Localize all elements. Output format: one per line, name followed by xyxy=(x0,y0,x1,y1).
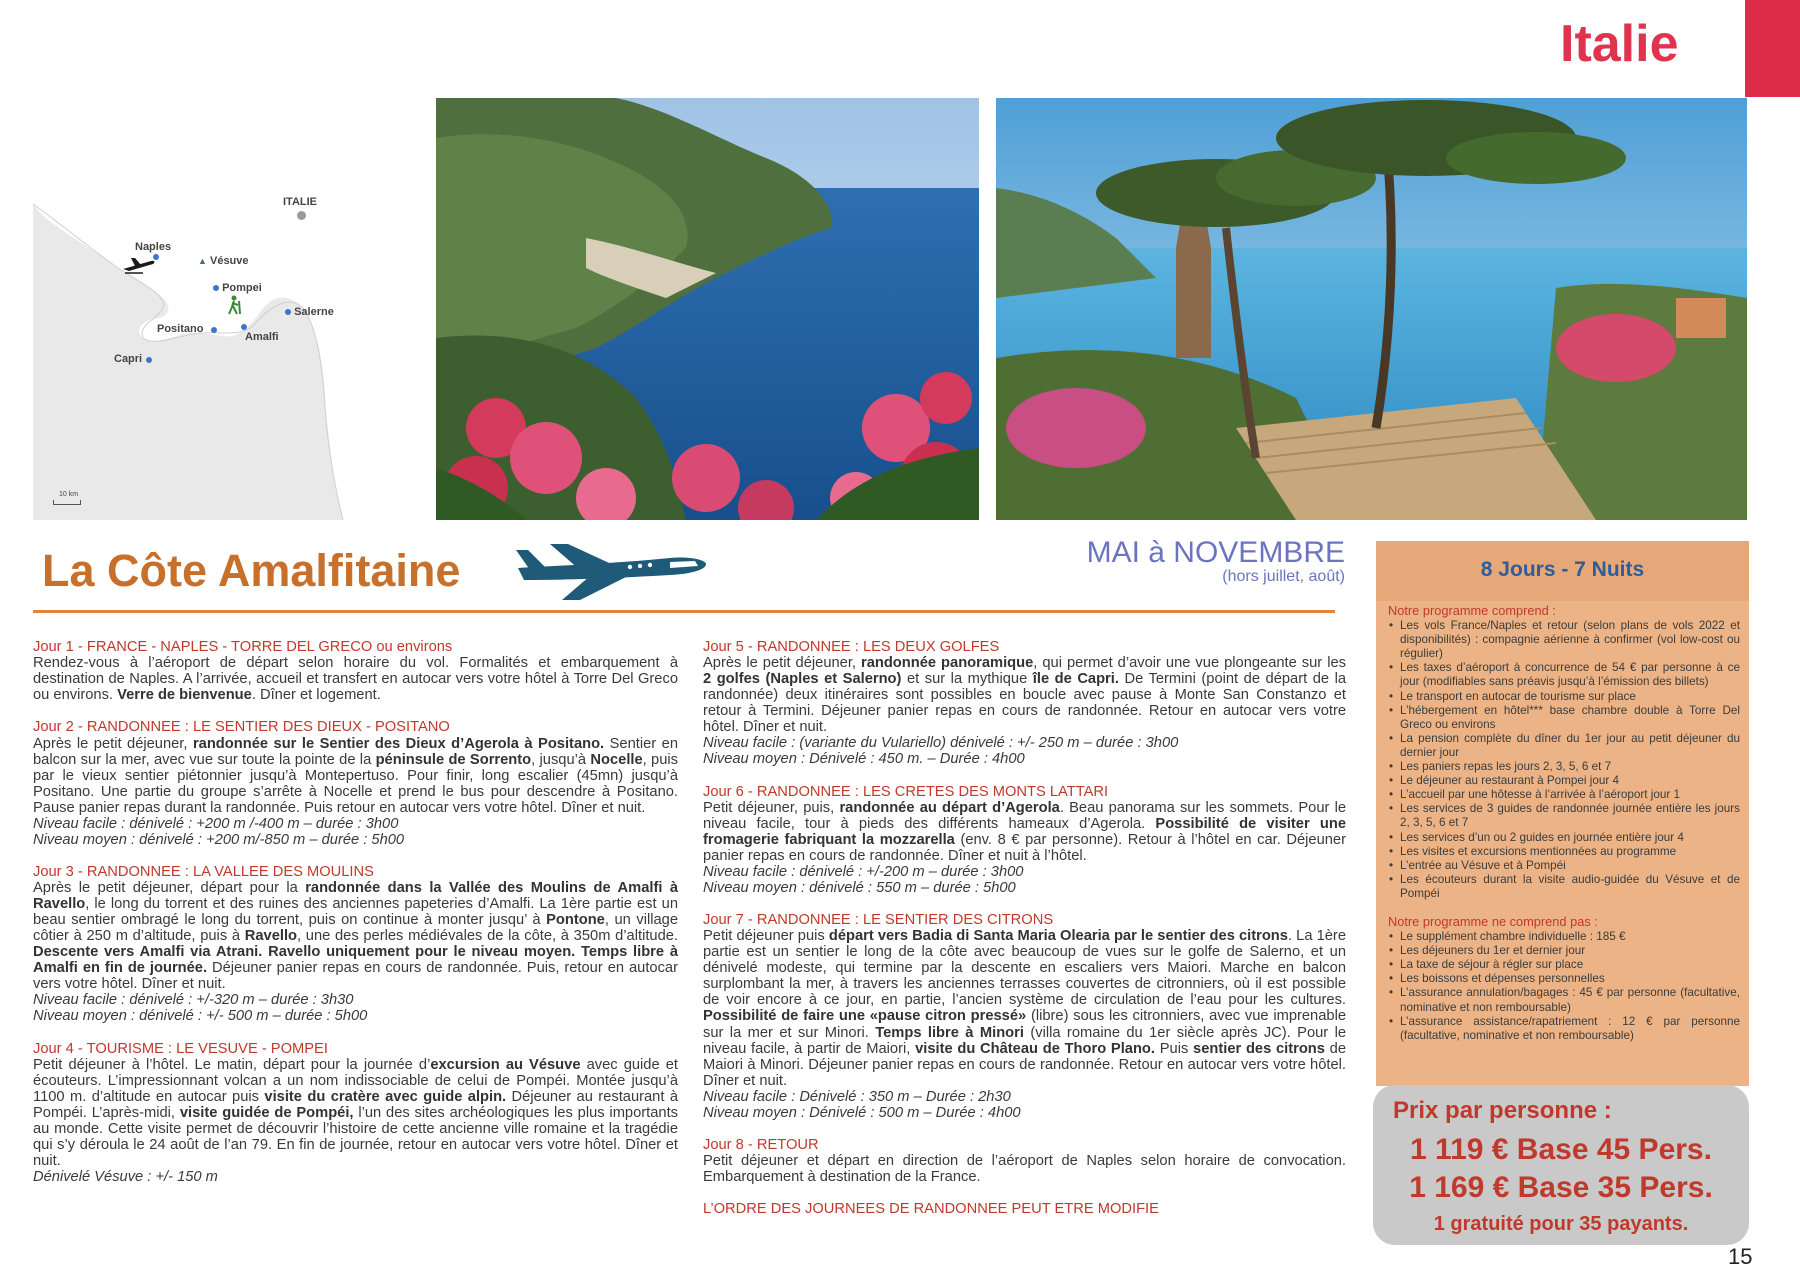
region-map xyxy=(33,98,413,520)
excludes-title: Notre programme ne comprend pas : xyxy=(1388,913,1598,929)
day-text: de Maiori à Minori. Déjeuner panier repas en cours de randonnée. Retour en autocar vers votre hôtel. Dîner et nuit. xyxy=(703,1040,1347,1089)
day-title: Jour 1 - FRANCE - NAPLES - TORRE DEL GRECO ou environs xyxy=(33,639,453,655)
excluded-item: • L’assurance annulation/bagages : 45 € par personne (facultative, nominative et non remboursable) xyxy=(1388,986,1740,1014)
day-highlight: excursion au Vésuve xyxy=(430,1056,581,1073)
day-text: , qui permet d’avoir une vue plongeante sur les xyxy=(1033,655,1346,672)
difficulty-level: Niveau facile : (variante du Vulariello) dénivelé : +/- 250 m – durée : 3h00 xyxy=(703,735,1179,752)
difficulty-level: Dénivelé Vésuve : +/- 150 m xyxy=(33,1169,218,1186)
difficulty-level: Niveau facile : dénivelé : +/-320 m – durée : 3h30 xyxy=(33,992,354,1009)
day-text: Petit déjeuner et départ en direction de l’aéroport de Naples selon horaire de convocation. Embarquement à destination de la France. xyxy=(703,1152,1346,1186)
season-note: (hors juillet, août) xyxy=(1222,568,1345,585)
price-base-45: 1 119 € Base 45 Pers. xyxy=(1410,1133,1712,1166)
day-description xyxy=(703,928,1346,1088)
included-item: • L’hébergement en hôtel*** base chambre double à Torre Del Greco ou environs xyxy=(1388,704,1740,732)
day-description xyxy=(33,1057,678,1169)
day-description xyxy=(33,880,678,992)
included-item: • Le déjeuner au restaurant à Pompei jour 4 xyxy=(1388,774,1740,788)
map-coastline xyxy=(33,98,413,520)
day-highlight: randonnée panoramique xyxy=(860,655,1034,672)
day-title: Jour 5 - RANDONNEE : LES DEUX GOLFES xyxy=(703,639,1000,655)
map-label-positano: Positano xyxy=(157,323,204,335)
airplane-icon xyxy=(510,540,710,602)
positano-dot xyxy=(211,327,217,333)
trip-title: La Côte Amalfitaine xyxy=(42,545,461,596)
map-label-amalfi: Amalfi xyxy=(245,331,279,343)
day-highlight: Pontone xyxy=(546,912,605,929)
schedule-warning: L’ORDRE DES JOURNEES DE RANDONNEE PEUT ETRE MODIFIE xyxy=(703,1201,1159,1218)
pompei-dot xyxy=(213,285,219,291)
salerne-dot xyxy=(285,309,291,315)
day-block xyxy=(33,1041,678,1186)
ravello-garden-image xyxy=(996,98,1747,520)
excludes-list xyxy=(1388,930,1740,1043)
day-text: Sentier en balcon sur la mer, avec vue sur toute la pointe de la xyxy=(33,735,678,768)
day-block xyxy=(33,864,678,1025)
airport-icon xyxy=(121,255,157,275)
price-free-place: 1 gratuité pour 35 payants. xyxy=(1433,1213,1689,1235)
hiker-icon xyxy=(226,295,242,315)
includes-title: Notre programme comprend : xyxy=(1388,603,1556,618)
programme-column-right xyxy=(703,639,1346,1217)
day-description xyxy=(703,655,1346,735)
title-divider xyxy=(33,610,1335,613)
included-item: • Les visites et excursions mentionnées au programme xyxy=(1388,845,1740,859)
day-highlight: sentier des citrons xyxy=(1193,1040,1325,1057)
day-highlight: visite du Château de Thoro Plano. xyxy=(915,1040,1155,1057)
day-highlight: Temps libre à Minori xyxy=(875,1024,1024,1041)
season-months: MAI à NOVEMBRE xyxy=(1086,536,1345,569)
day-block xyxy=(703,784,1346,896)
day-highlight: île de Capri. xyxy=(1032,671,1119,688)
day-block xyxy=(33,639,678,703)
day-text: Petit déjeuner, puis, xyxy=(703,799,840,816)
amalfi-coast-image xyxy=(436,98,979,520)
included-item: • Le transport en autocar de tourisme sur place xyxy=(1388,690,1740,704)
trip-info-box xyxy=(1376,541,1749,1086)
price-heading: Prix par personne : xyxy=(1393,1097,1612,1124)
day-text: Petit déjeuner à l’hôtel. Le matin, départ pour la journée d’ xyxy=(33,1056,431,1073)
day-title: Jour 8 - RETOUR xyxy=(703,1136,819,1153)
day-text: . Dîner et logement. xyxy=(251,687,381,704)
day-highlight: départ vers Badia di Santa Maria Olearia par le sentier des citrons xyxy=(828,928,1288,945)
amalfi-dot xyxy=(241,324,247,330)
day-highlight: Ravello xyxy=(244,928,297,945)
difficulty-level: Niveau facile : Dénivelé : 350 m – Durée : 2h30 xyxy=(703,1088,1011,1105)
day-text: Déjeuner panier repas en cours de randonnée. Puis, retour en autocar vers votre hôtel. Dîner et nuit. xyxy=(33,960,678,993)
country-tab xyxy=(1745,0,1800,97)
day-highlight: Descente vers Amalfi via Atrani. Ravello uniquement pour le niveau moyen. Temps libre à Amalfi en fin de journée. xyxy=(33,944,678,977)
day-highlight: randonnée dans la Vallée des Moulins de Amalfi à Ravello xyxy=(33,880,678,913)
volcano-icon: ▲ xyxy=(198,256,207,266)
day-text: Puis xyxy=(1155,1040,1194,1057)
day-description xyxy=(33,736,678,816)
day-block xyxy=(703,912,1346,1121)
map-scale-bar xyxy=(53,500,81,505)
trip-duration: 8 Jours - 7 Nuits xyxy=(1376,541,1749,601)
capri-dot xyxy=(146,357,152,363)
day-highlight: visite du cratère avec guide alpin. xyxy=(264,1088,507,1105)
excluded-item: • Les déjeuners du 1er et dernier jour xyxy=(1388,944,1740,958)
day-block xyxy=(703,639,1346,768)
trip-info-body xyxy=(1388,604,1740,1043)
day-text: Rendez-vous à l’aéroport de départ selon horaire du vol. Formalités et embarquement à destination de Naples. A l’arrivée, accueil et transfert en autocar vers votre hôtel à Torre Del Greco ou environs. xyxy=(33,655,678,704)
salerne-label-text: Salerne xyxy=(294,306,334,318)
day-text: Après le petit déjeuner, xyxy=(703,655,861,672)
included-item: • Les paniers repas les jours 2, 3, 5, 6 et 7 xyxy=(1388,760,1740,774)
day-description xyxy=(703,1153,1346,1185)
day-highlight: randonnée au départ d’Agerola xyxy=(839,799,1060,816)
map-label-pompei xyxy=(213,282,262,294)
excluded-item: • L’assurance assistance/rapatriement : 12 € par personne (facultative, nominative et non remboursable) xyxy=(1388,1015,1740,1043)
day-text: Après le petit déjeuner, xyxy=(33,735,193,752)
day-highlight: péninsule de Sorrento xyxy=(375,751,532,768)
vesuve-label-text: Vésuve xyxy=(209,255,249,267)
day-highlight: Nocelle xyxy=(590,751,643,768)
day-title: Jour 4 - TOURISME : LE VESUVE - POMPEI xyxy=(33,1040,328,1057)
excluded-item: • Les boissons et dépenses personnelles xyxy=(1388,972,1740,986)
season-block xyxy=(1087,536,1345,586)
day-block xyxy=(703,1137,1346,1185)
day-description xyxy=(33,655,678,703)
day-highlight: 2 golfes (Naples et Salerno) xyxy=(703,671,902,688)
difficulty-level: Niveau moyen : Dénivelé : 450 m. – Durée : 4h00 xyxy=(703,751,1025,768)
day-text: , un village côtier à 250 m d’altitude, puis à xyxy=(33,912,678,945)
day-text: , puis par le vieux sentier piétonnier jusqu’à Montepertuso. Pour finir, long escalier (45mn) jusqu’à Positano. Une partie du groupe s’arrête à Nocelle et prend le bus pour descendre à Positano. Pause panier repas durant la randonnée. Puis retour en autocar vers votre hôtel. Dîner et nuit. xyxy=(33,751,679,816)
difficulty-level: Niveau facile : dénivelé : +/-200 m – durée : 3h00 xyxy=(703,863,1024,880)
difficulty-level: Niveau moyen : dénivelé : +200 m/-850 m – durée : 5h00 xyxy=(33,831,405,848)
included-item: • L’accueil par une hôtesse à l’arrivée à l’aéroport jour 1 xyxy=(1388,788,1740,802)
page-number: 15 xyxy=(1728,1244,1753,1269)
included-item: • Les vols France/Naples et retour (selon plans de vols 2022 et disponibilités) : compagnie aérienne à confirmer (vol low-cost ou régulier) xyxy=(1388,619,1740,661)
day-text: , une des perles médiévales de la côte, à 350m d’altitude. xyxy=(297,928,679,945)
includes-list xyxy=(1388,619,1740,901)
day-title: Jour 7 - RANDONNEE : LE SENTIER DES CITRONS xyxy=(703,912,1054,929)
day-text: , jusqu’à xyxy=(531,751,591,768)
coast-photo xyxy=(436,98,979,520)
included-item: • L’entrée au Vésuve et à Pompéi xyxy=(1388,859,1740,873)
map-label-vesuve xyxy=(198,255,249,267)
italy-marker xyxy=(297,211,306,220)
price-base-35: 1 169 € Base 35 Pers. xyxy=(1409,1171,1713,1204)
included-item: • Les services d’un ou 2 guides en journée entière jour 4 xyxy=(1388,831,1740,845)
country-title: Italie xyxy=(1560,15,1679,73)
map-label-naples: Naples xyxy=(135,241,172,253)
day-text: (libre) sous les citronniers, avec vue imprenable sur la mer et sur Minori. xyxy=(703,1008,1346,1041)
day-highlight: visite guidée de Pompéi, xyxy=(179,1104,354,1121)
day-text: . La 1ère partie est un sentier le long de la côte avec beaucoup de vues sur le golfe de Salerno, et un dénivelé modeste, qui termine par la descente en escaliers vers Maiori. Marche en balcon surplombant la mer, à travers les anciennes terrasses couvertes de citronniers, où il est possible de voir encore à ce jour, en partie, l’ancien système de circulation de l’eau pour les cultures. xyxy=(703,928,1346,1009)
day-highlight: randonnée sur le Sentier des Dieux d’Agerola à Positano. xyxy=(192,735,605,752)
day-highlight: Verre de bienvenue xyxy=(117,687,252,704)
excluded-item: • Le supplément chambre individuelle : 185 € xyxy=(1388,930,1740,944)
day-description xyxy=(703,800,1346,864)
day-text: l’un des sites archéologiques les plus importants au monde. Cette visite permet de découvrir l’histoire de cette ancienne ville romaine et la tragédie qui s’y déroula le 24 août de l’an 79. En fin de journée, retour en autocar vers votre hôtel. Dîner et nuit. xyxy=(33,1104,679,1169)
day-highlight: Possibilité de visiter une fromagerie fabriquant la mozzarella xyxy=(703,815,1346,848)
map-label-salerne xyxy=(285,306,334,318)
map-label-capri: Capri xyxy=(114,353,143,365)
day-text: et sur la mythique xyxy=(901,671,1033,688)
included-item: • Les taxes d’aéroport à concurrence de 54 € par personne à ce jour (modifiables sans préavis jusqu’à l’émission des billets) xyxy=(1388,661,1740,689)
day-text: avec guide et écouteurs. L’impressionnant volcan a un nom indissociable de celui de Pompéi. Montée jusqu’à 1100 m. d’altitude en autocar puis xyxy=(33,1056,678,1105)
programme-column-left xyxy=(33,639,678,1201)
ravello-photo xyxy=(996,98,1747,520)
pompei-label-text: Pompei xyxy=(222,282,262,294)
map-scale-label: 10 km xyxy=(59,491,79,498)
included-item: • La pension complète du dîner du 1er jour au petit déjeuner du dernier jour xyxy=(1388,732,1740,760)
difficulty-level: Niveau moyen : Dénivelé : 500 m – Durée : 4h00 xyxy=(703,1104,1021,1121)
day-title: Jour 6 - RANDONNEE : LES CRETES DES MONTS LATTARI xyxy=(703,783,1109,800)
included-item: • Les écouteurs durant la visite audio-guidée du Vésuve et de Pompéi xyxy=(1388,873,1740,901)
difficulty-level: Niveau facile : dénivelé : +200 m /-400 m – durée : 3h00 xyxy=(33,815,399,832)
included-item: • Les services de 3 guides de randonnée journée entière les jours 2, 3, 5, 6 et 7 xyxy=(1388,802,1740,830)
day-text: De Termini (point de départ de la randonnée) deux itinéraires sont possibles en boucle avec pause à Monte San Constanzo et retour à Termini. Déjeuner panier repas en cours de randonnée. Retour en autocar vers votre hôtel. Dîner et nuit. xyxy=(703,671,1347,736)
day-text: , le long du torrent et des ruines des anciennes papeteries d’Amalfi. La 1ère partie est un beau sentier ombragé le long du torrent, puis on continue à monter jusqu’ à xyxy=(33,896,678,929)
day-highlight: Possibilité de faire une «pause citron pressé» xyxy=(703,1008,1027,1025)
day-text: Déjeuner au restaurant à Pompéi. L’après-midi, xyxy=(33,1088,679,1121)
day-text: (villa romaine du 1er siècle après JC). Pour le niveau facile, à partir de Maiori, xyxy=(703,1024,1347,1057)
price-box xyxy=(1373,1085,1749,1245)
difficulty-level: Niveau moyen : dénivelé : 550 m – durée : 5h00 xyxy=(703,879,1016,896)
excluded-item: • La taxe de séjour à régler sur place xyxy=(1388,958,1740,972)
day-text: Petit déjeuner puis xyxy=(703,928,829,945)
day-text: Après le petit déjeuner, départ pour la xyxy=(33,880,306,897)
day-title: Jour 2 - RANDONNEE : LE SENTIER DES DIEUX - POSITANO xyxy=(33,719,450,736)
day-text: . Beau panorama sur les sommets. Pour le niveau facile, tour à pieds des différents hameaux d’Agerola. xyxy=(703,799,1347,832)
map-label-italie: ITALIE xyxy=(283,196,318,208)
day-title: Jour 3 - RANDONNEE : LA VALLEE DES MOULINS xyxy=(33,863,374,880)
day-block xyxy=(33,719,678,848)
day-text: (env. 8 € par personne). Retour à l’hôtel en car. Déjeuner panier repas en cours de randonnée. Dîner et nuit à l’hôtel. xyxy=(703,831,1346,864)
difficulty-level: Niveau moyen : dénivelé : +/- 500 m – durée : 5h00 xyxy=(33,1008,368,1025)
